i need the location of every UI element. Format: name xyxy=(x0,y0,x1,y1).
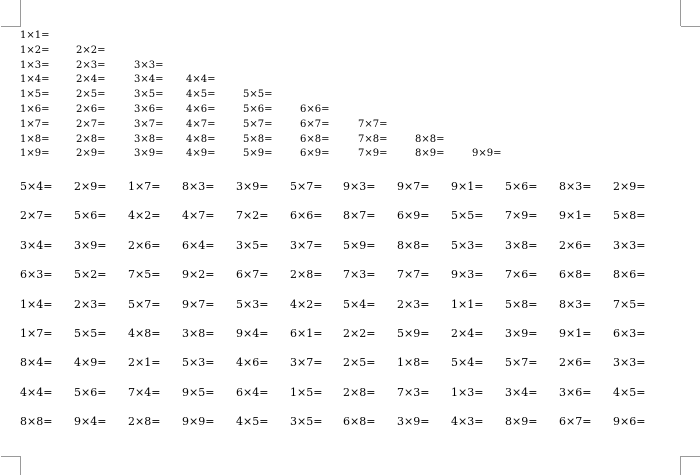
multiplication-problem: 8×3= xyxy=(182,180,215,193)
multiplication-problem: 5×6= xyxy=(74,385,107,399)
multiplication-problem: 4×9= xyxy=(74,356,107,370)
multiplication-problem: 6×7= xyxy=(300,118,330,130)
multiplication-problem: 8×8= xyxy=(415,133,445,145)
multiplication-problem: 9×2= xyxy=(182,268,215,282)
multiplication-problem: 3×4= xyxy=(505,385,538,399)
multiplication-problem: 1×1= xyxy=(20,30,50,41)
multiplication-problem: 3×9= xyxy=(505,326,538,340)
multiplication-problem: 6×8= xyxy=(300,133,330,145)
multiplication-problem: 1×1= xyxy=(451,297,484,311)
multiplication-problem: 5×3= xyxy=(182,356,215,370)
multiplication-problem: 2×8= xyxy=(128,415,161,429)
multiplication-problem: 4×2= xyxy=(290,297,323,311)
multiplication-problem: 7×4= xyxy=(128,385,161,399)
multiplication-problem: 5×6= xyxy=(74,209,107,223)
multiplication-problem: 2×3= xyxy=(76,59,106,71)
multiplication-problem: 4×4= xyxy=(20,385,53,399)
multiplication-problem: 4×5= xyxy=(613,385,646,399)
multiplication-problem: 9×4= xyxy=(236,326,269,340)
multiplication-problem: 5×4= xyxy=(451,356,484,370)
multiplication-problem: 2×4= xyxy=(451,326,484,340)
multiplication-problem: 4×6= xyxy=(186,103,216,115)
multiplication-problem: 8×9= xyxy=(415,148,445,160)
multiplication-problem: 2×8= xyxy=(343,385,376,399)
multiplication-problem: 5×9= xyxy=(243,148,273,160)
multiplication-problem: 7×8= xyxy=(358,133,388,145)
multiplication-problem: 9×7= xyxy=(182,297,215,311)
multiplication-problem: 6×7= xyxy=(236,268,269,282)
multiplication-problem: 4×5= xyxy=(236,415,269,429)
multiplication-problem: 6×1= xyxy=(290,326,323,340)
page-corner-mark-top-right xyxy=(680,0,681,26)
multiplication-problem: 1×5= xyxy=(290,385,323,399)
multiplication-problem: 2×2= xyxy=(76,44,106,56)
multiplication-problem: 7×9= xyxy=(505,209,538,223)
multiplication-problem: 3×8= xyxy=(505,238,538,252)
multiplication-problem: 4×5= xyxy=(186,89,216,101)
multiplication-problem: 1×8= xyxy=(20,133,50,145)
multiplication-problem: 8×8= xyxy=(20,415,53,429)
multiplication-problem: 9×4= xyxy=(74,415,107,429)
multiplication-problem: 3×5= xyxy=(290,415,323,429)
multiplication-problem: 2×5= xyxy=(76,89,106,101)
multiplication-problem: 2×9= xyxy=(74,180,107,193)
page-corner-mark-bottom-right xyxy=(680,456,681,475)
multiplication-problem: 6×6= xyxy=(290,209,323,223)
multiplication-problem: 3×8= xyxy=(134,133,164,145)
multiplication-problem: 6×9= xyxy=(300,148,330,160)
multiplication-problem: 1×6= xyxy=(20,103,50,115)
multiplication-problem: 5×6= xyxy=(243,103,273,115)
multiplication-problem: 2×1= xyxy=(128,356,161,370)
multiplication-problem: 5×2= xyxy=(74,268,107,282)
multiplication-problem: 3×7= xyxy=(290,238,323,252)
multiplication-problem: 7×9= xyxy=(358,148,388,160)
multiplication-problem: 5×3= xyxy=(236,297,269,311)
multiplication-problem: 8×4= xyxy=(20,356,53,370)
multiplication-problem: 3×5= xyxy=(134,89,164,101)
multiplication-problem: 3×4= xyxy=(20,238,53,252)
multiplication-problem: 1×8= xyxy=(397,356,430,370)
multiplication-problem: 3×9= xyxy=(134,148,164,160)
multiplication-problem: 4×8= xyxy=(186,133,216,145)
multiplication-problem: 6×4= xyxy=(182,238,215,252)
multiplication-problem: 8×6= xyxy=(613,268,646,282)
multiplication-problem: 9×9= xyxy=(472,148,502,160)
multiplication-problem: 6×8= xyxy=(343,415,376,429)
multiplication-problem: 2×3= xyxy=(74,297,107,311)
multiplication-problem: 8×3= xyxy=(559,297,592,311)
multiplication-problem: 3×4= xyxy=(134,74,164,86)
multiplication-problem: 3×9= xyxy=(236,180,269,193)
multiplication-problem: 3×6= xyxy=(559,385,592,399)
multiplication-problem: 5×3= xyxy=(451,238,484,252)
multiplication-problem: 4×4= xyxy=(186,74,216,86)
multiplication-problem: 9×1= xyxy=(451,180,484,193)
multiplication-problem: 2×3= xyxy=(397,297,430,311)
multiplication-problem: 7×2= xyxy=(236,209,269,223)
multiplication-problem: 7×7= xyxy=(358,118,388,130)
page-corner-mark-top-left xyxy=(20,0,23,26)
multiplication-problem: 2×5= xyxy=(343,356,376,370)
multiplication-problem: 4×6= xyxy=(236,356,269,370)
multiplication-problem: 9×6= xyxy=(613,415,646,429)
multiplication-problem: 2×7= xyxy=(20,209,53,223)
multiplication-problem: 2×8= xyxy=(290,268,323,282)
multiplication-problem: 3×6= xyxy=(134,103,164,115)
page-corner-mark-bottom-left xyxy=(20,456,21,475)
multiplication-problem: 2×9= xyxy=(76,148,106,160)
multiplication-problem: 6×3= xyxy=(613,326,646,340)
multiplication-problem: 3×5= xyxy=(236,238,269,252)
multiplication-problem: 3×7= xyxy=(134,118,164,130)
multiplication-problem: 3×7= xyxy=(290,356,323,370)
multiplication-problem: 8×3= xyxy=(559,180,592,193)
multiplication-problem: 1×9= xyxy=(20,148,50,160)
multiplication-problem: 4×9= xyxy=(186,148,216,160)
multiplication-problem: 7×5= xyxy=(128,268,161,282)
multiplication-problem: 1×7= xyxy=(128,180,161,193)
multiplication-problem: 9×1= xyxy=(559,326,592,340)
multiplication-problem: 2×7= xyxy=(76,118,106,130)
multiplication-problem: 2×6= xyxy=(128,238,161,252)
multiplication-problem: 1×7= xyxy=(20,118,50,130)
multiplication-problem: 2×6= xyxy=(559,356,592,370)
multiplication-problem: 5×5= xyxy=(243,89,273,101)
multiplication-problem: 3×3= xyxy=(134,59,164,71)
multiplication-problem: 4×2= xyxy=(128,209,161,223)
multiplication-problem: 9×7= xyxy=(397,180,430,193)
multiplication-problem: 4×7= xyxy=(186,118,216,130)
multiplication-problem: 6×8= xyxy=(559,268,592,282)
multiplication-problem: 6×3= xyxy=(20,268,53,282)
multiplication-problem: 5×4= xyxy=(343,297,376,311)
multiplication-problem: 5×9= xyxy=(397,326,430,340)
multiplication-problem: 1×3= xyxy=(451,385,484,399)
multiplication-problem: 3×9= xyxy=(74,238,107,252)
multiplication-problem: 4×7= xyxy=(182,209,215,223)
multiplication-problem: 2×2= xyxy=(343,326,376,340)
multiplication-problem: 5×4= xyxy=(20,180,53,193)
multiplication-problem: 1×2= xyxy=(20,44,50,56)
multiplication-problem: 1×4= xyxy=(20,74,50,86)
multiplication-problem: 4×3= xyxy=(451,415,484,429)
multiplication-problem: 7×6= xyxy=(505,268,538,282)
multiplication-problem: 2×9= xyxy=(613,180,646,193)
multiplication-problem: 1×5= xyxy=(20,89,50,101)
multiplication-problem: 1×3= xyxy=(20,59,50,71)
multiplication-problem: 2×6= xyxy=(76,103,106,115)
multiplication-problem: 2×4= xyxy=(76,74,106,86)
multiplication-problem: 8×9= xyxy=(505,415,538,429)
multiplication-problem: 5×7= xyxy=(290,180,323,193)
multiplication-problem: 6×4= xyxy=(236,385,269,399)
multiplication-problem: 6×6= xyxy=(300,103,330,115)
multiplication-problem: 5×6= xyxy=(505,180,538,193)
multiplication-problem: 9×5= xyxy=(182,385,215,399)
multiplication-problem: 7×3= xyxy=(343,268,376,282)
multiplication-problem: 7×5= xyxy=(613,297,646,311)
multiplication-problem: 9×3= xyxy=(451,268,484,282)
multiplication-problem: 8×7= xyxy=(343,209,376,223)
multiplication-problem: 3×9= xyxy=(397,415,430,429)
multiplication-problem: 3×3= xyxy=(613,238,646,252)
multiplication-problem: 5×8= xyxy=(505,297,538,311)
multiplication-problem: 5×5= xyxy=(451,209,484,223)
multiplication-problem: 5×9= xyxy=(343,238,376,252)
multiplication-problem: 8×8= xyxy=(397,238,430,252)
multiplication-problem: 1×4= xyxy=(20,297,53,311)
multiplication-problem: 9×1= xyxy=(559,209,592,223)
multiplication-problem: 6×9= xyxy=(397,209,430,223)
multiplication-problem: 9×3= xyxy=(343,180,376,193)
multiplication-problem: 5×7= xyxy=(505,356,538,370)
multiplication-problem: 2×8= xyxy=(76,133,106,145)
multiplication-problem: 5×7= xyxy=(243,118,273,130)
multiplication-problem: 2×6= xyxy=(559,238,592,252)
multiplication-problem: 5×8= xyxy=(613,209,646,223)
multiplication-problem: 7×7= xyxy=(397,268,430,282)
multiplication-problem: 4×8= xyxy=(128,326,161,340)
multiplication-problem: 3×3= xyxy=(613,356,646,370)
multiplication-problem: 1×7= xyxy=(20,326,53,340)
multiplication-problem: 5×7= xyxy=(128,297,161,311)
multiplication-problem: 9×9= xyxy=(182,415,215,429)
multiplication-problem: 3×8= xyxy=(182,326,215,340)
multiplication-problem: 5×5= xyxy=(74,326,107,340)
multiplication-problem: 5×8= xyxy=(243,133,273,145)
multiplication-problem: 6×7= xyxy=(559,415,592,429)
multiplication-problem: 7×3= xyxy=(397,385,430,399)
